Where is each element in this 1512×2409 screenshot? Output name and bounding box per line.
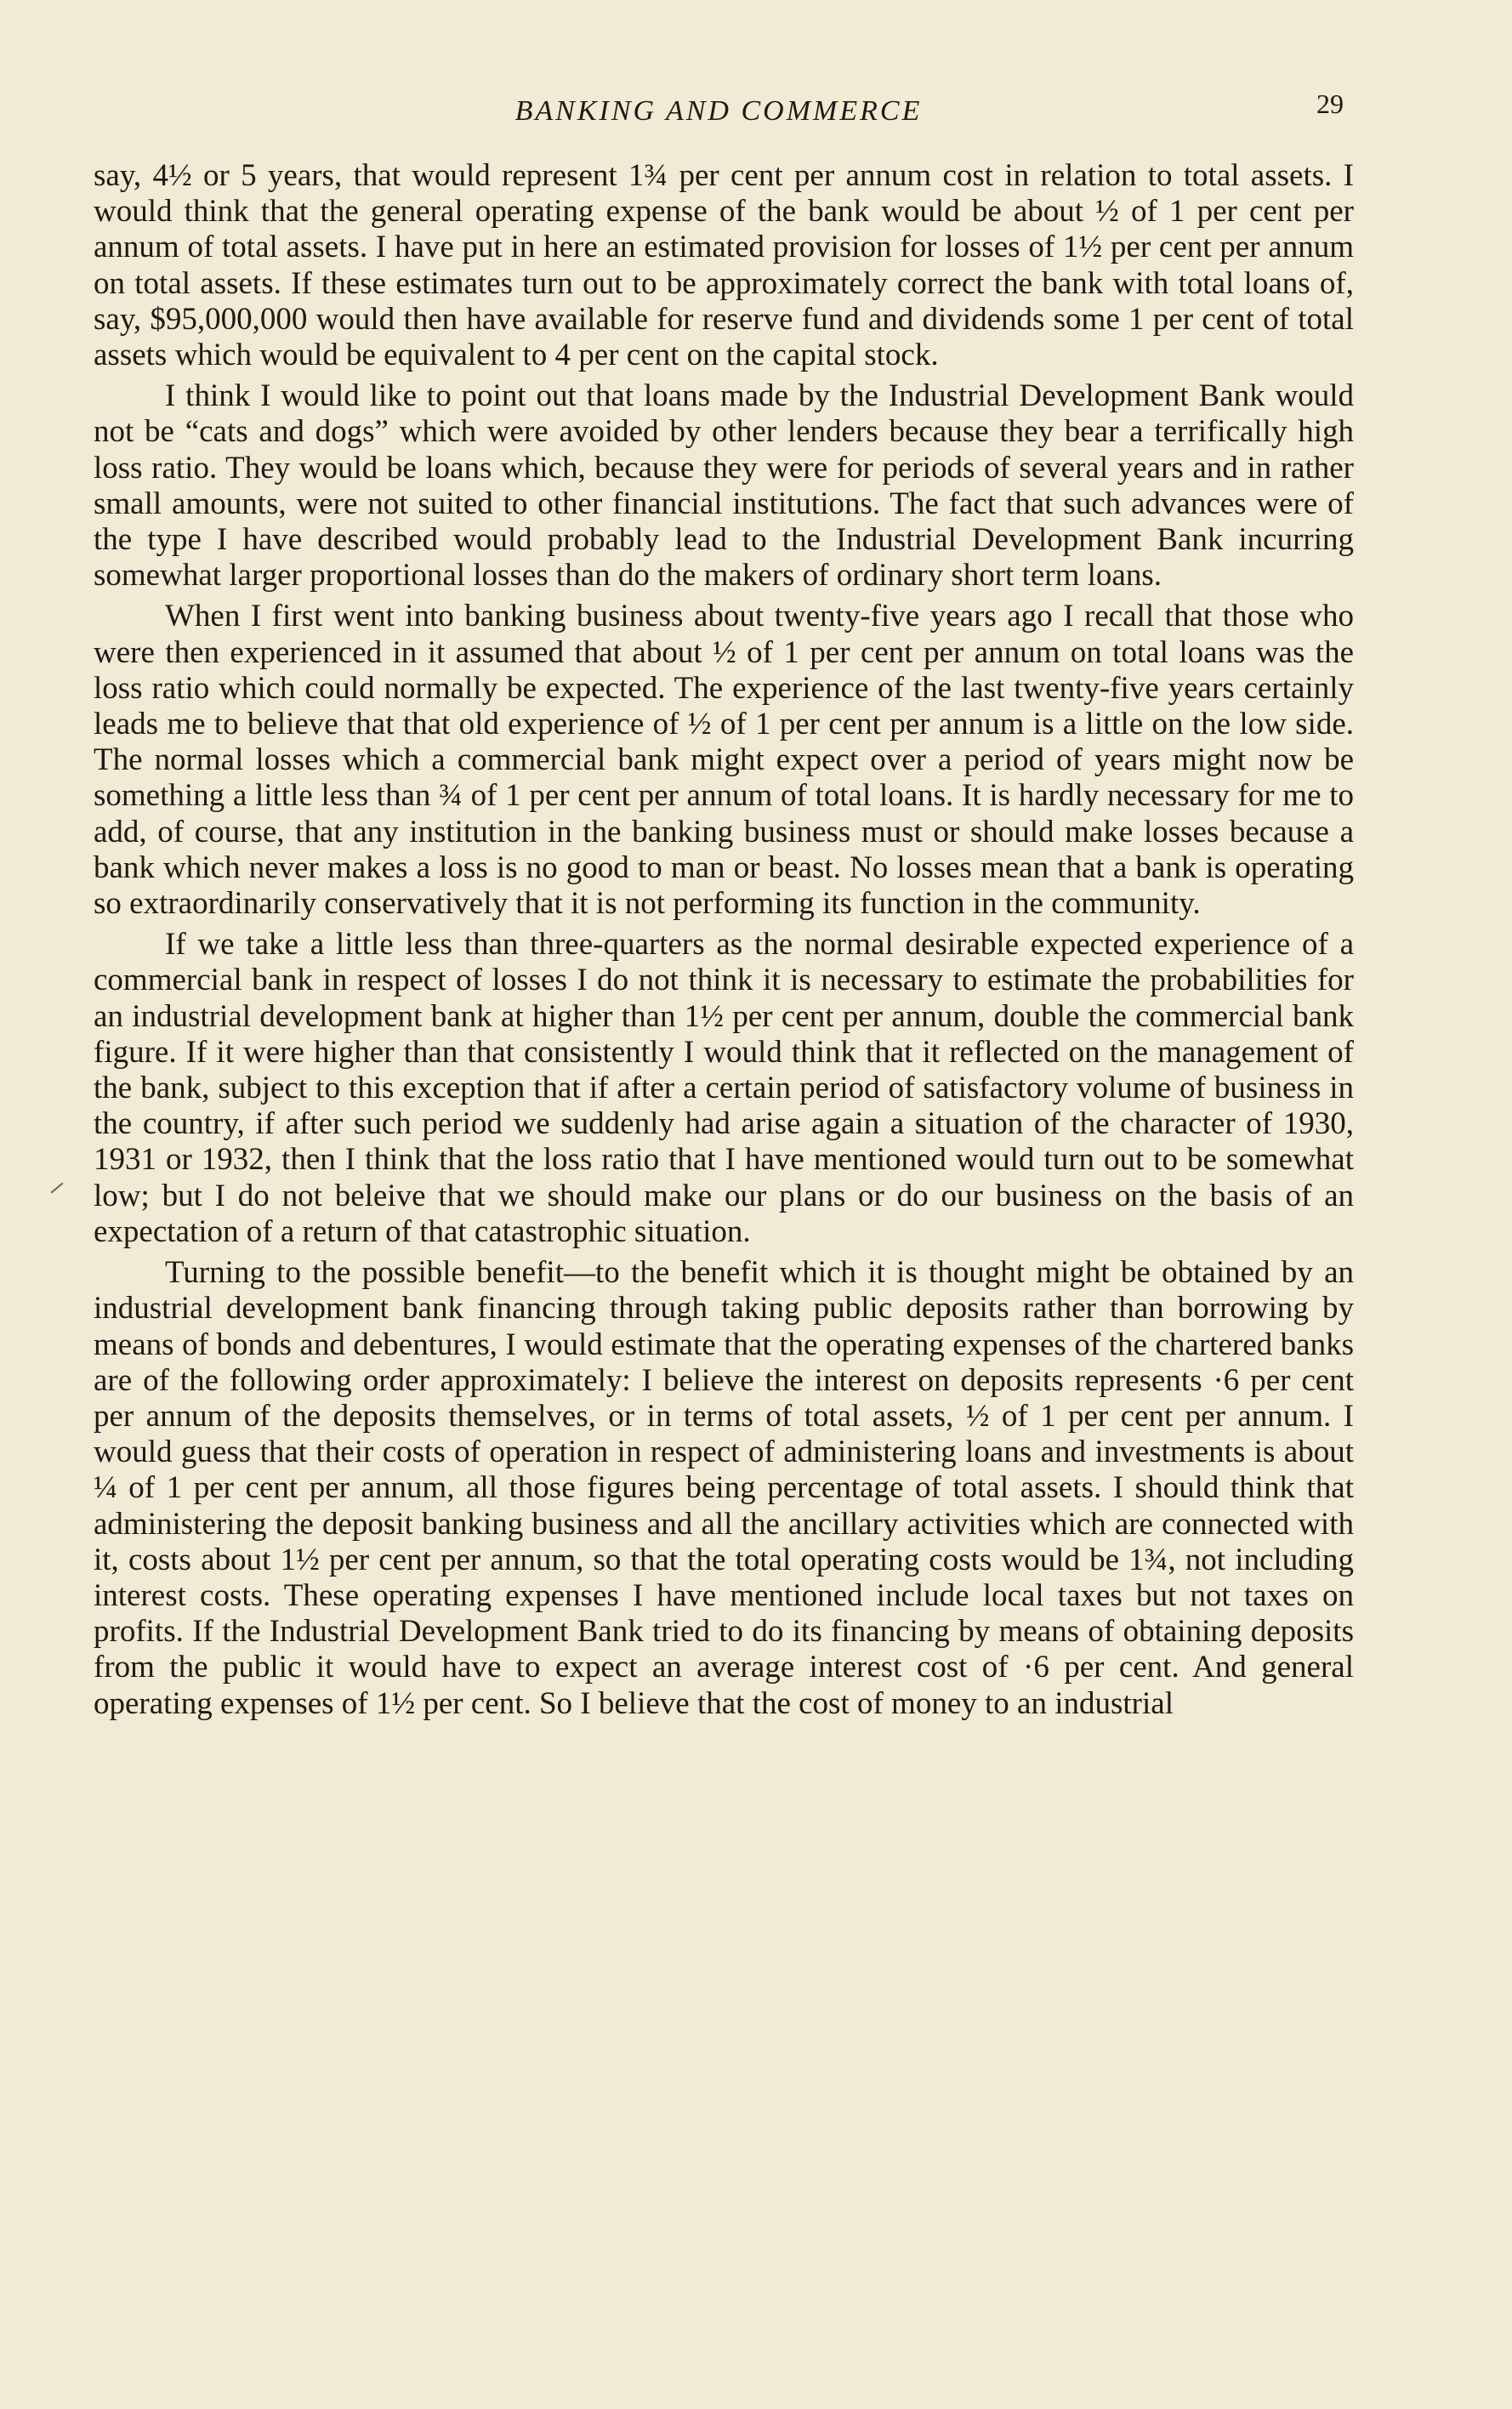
paragraph: If we take a little less than three-quarters as the normal desirable expected experience of a commercial bank in respect of losses I do not think it is necessary to estimate the probabilities for an industrial development bank at higher than 1½ per cent per annum, double the commercial bank figure. If it were higher than that consistently I would think that it reflected on the management of the bank, subject to this exception that if after a certain period of satisfactory volume of business in the country, if after such period we suddenly had arise again a situation of the character of 1930, 1931 or 1932, then I think that the loss ratio that I have mentioned would turn out to be somewhat low; but I do not beleive that we should make our plans or do our business on the basis of an expectation of a return of that catastrophic situation.: [94, 927, 1354, 1249]
body-text: [94, 158, 1354, 1727]
page-header: [94, 88, 1344, 139]
paragraph: When I first went into banking business about twenty-five years ago I recall that those who were then experienced in it assumed that about ½ of 1 per cent per annum on total loans was the loss ratio which could normally be expected. The experience of the last twenty-five years certainly leads me to believe that that old experience of ½ of 1 per cent per annum is a little on the low side. The normal losses which a commercial bank might expect over a period of years might now be something a little less than ¾ of 1 per cent per annum of total loans. It is hardly necessary for me to add, of course, that any institution in the banking business must or should make losses because a bank which never makes a loss is no good to man or beast. No losses mean that a bank is operating so extraordinarily conservatively that it is not performing its function in the community.: [94, 599, 1354, 922]
paragraph-continued: say, 4½ or 5 years, that would represent 1¾ per cent per annum cost in relation to total assets. I would think that the general operating expense of the bank would be about ½ of 1 per cent per annum of total assets. I have put in here an estimated provision for losses of 1½ per cent per annum on total assets. If these estimates turn out to be approximately correct the bank with total loans of, say, $95,000,000 would then have available for reserve fund and dividends some 1 per cent of total assets which would be equivalent to 4 per cent on the capital stock.: [94, 158, 1354, 373]
running-head: BANKING AND COMMERCE: [514, 95, 923, 127]
page-number: 29: [1316, 88, 1344, 119]
paragraph: Turning to the possible benefit—to the benefit which it is thought might be obtained by an industrial development bank financing through taking public deposits rather than borrowing by means of bonds and debentures, I would estimate that the operating expenses of the chartered banks are of the following order approximately: I believe the interest on deposits represents ·6 per cent per annum of the deposits themselves, or in terms of total assets, ½ of 1 per cent per annum. I would guess that their costs of operation in respect of administering loans and investments is about ¼ of 1 per cent per annum, all those figures being percentage of total assets. I should think that administering the deposit banking business and all the ancillary activities which are connected with it, costs about 1½ per cent per annum, so that the total operating costs would be 1¾, not including interest costs. These operating expenses I have mentioned include local taxes but not taxes on profits. If the Industrial Development Bank tried to do its financing by means of obtaining deposits from the public it would have to expect an average interest cost of ·6 per cent. And general operating expenses of 1½ per cent. So I believe that the cost of money to an industrial: [94, 1255, 1354, 1721]
margin-pencil-mark: [50, 1182, 63, 1193]
paragraph: I think I would like to point out that loans made by the Industrial Development Bank would not be “cats and dogs” which were avoided by other lenders because they bear a terrifically high loss ratio. They would be loans which, because they were for periods of several years and in rather small amounts, were not suited to other financial institutions. The fact that such advances were of the type I have described would probably lead to the Industrial Development Bank incurring somewhat larger proportional losses than do the makers of ordinary short term loans.: [94, 378, 1354, 594]
